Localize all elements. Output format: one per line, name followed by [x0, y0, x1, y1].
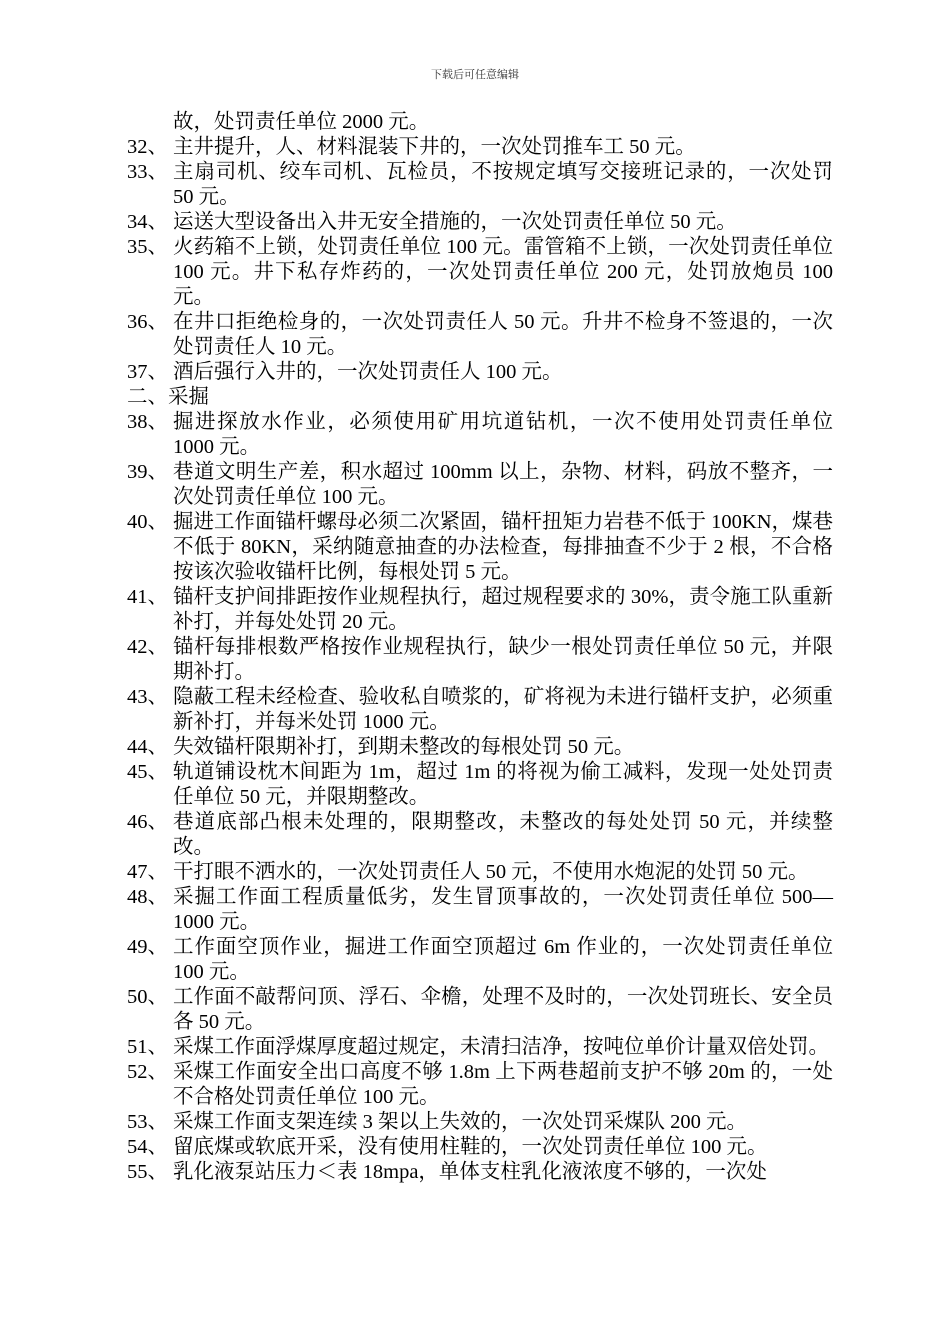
rule-text: 在井口拒绝检身的，一次处罚责任人 50 元。升井不检身不签退的，一次处罚责任人 10 元。	[173, 311, 833, 358]
rule-text: 巷道底部凸根未处理的，限期整改，未整改的每处处罚 50 元，并续整改。	[173, 811, 833, 858]
rule-text: 巷道文明生产差，积水超过 100mm 以上，杂物、材料，码放不整齐，一次处罚责任单位 100 元。	[173, 461, 833, 508]
continued-line: 故，处罚责任单位 2000 元。	[173, 111, 430, 133]
rule-item	[127, 1135, 833, 1160]
rule-text: 留底煤或软底开采，没有使用柱鞋的，一次处罚责任单位 100 元。	[173, 1136, 768, 1158]
rule-number: 54、	[127, 1136, 168, 1158]
rule-item	[127, 760, 833, 810]
rule-number: 50、	[127, 986, 168, 1008]
rule-number: 51、	[127, 1036, 168, 1058]
rule-number: 35、	[127, 236, 168, 258]
rule-item	[127, 510, 833, 585]
rule-item	[127, 860, 833, 885]
rule-number: 45、	[127, 761, 168, 783]
rule-number: 55、	[127, 1161, 168, 1183]
document-body	[127, 110, 833, 1185]
rule-text: 隐蔽工程未经检查、验收私自喷浆的，矿将视为未进行锚杆支护，必须重新补打，并每米处罚 1000 元。	[173, 686, 833, 733]
rule-number: 53、	[127, 1111, 168, 1133]
rule-number: 44、	[127, 736, 168, 758]
rule-text: 锚杆每排根数严格按作业规程执行，缺少一根处罚责任单位 50 元，并限期补打。	[173, 636, 833, 683]
rule-item	[127, 410, 833, 460]
rule-text: 乳化液泵站压力＜表 18mpa，单体支柱乳化液浓度不够的，一次处	[173, 1161, 767, 1183]
rule-text: 酒后强行入井的，一次处罚责任人 100 元。	[173, 361, 563, 383]
rule-number: 32、	[127, 136, 168, 158]
rule-item	[127, 235, 833, 310]
rule-text: 采煤工作面浮煤厚度超过规定，未清扫洁净，按吨位单价计量双倍处罚。	[173, 1036, 829, 1058]
rule-number: 38、	[127, 411, 168, 433]
rule-number: 48、	[127, 886, 168, 908]
rule-number: 37、	[127, 361, 168, 383]
rule-item	[127, 810, 833, 860]
rule-number: 42、	[127, 636, 168, 658]
rule-number: 36、	[127, 311, 168, 333]
rule-item	[127, 935, 833, 985]
rule-number: 43、	[127, 686, 168, 708]
rule-item	[127, 585, 833, 635]
page-header: 下载后可任意编辑	[431, 68, 519, 81]
rule-number: 49、	[127, 936, 168, 958]
rule-text: 火药箱不上锁，处罚责任单位 100 元。雷管箱不上锁，一次处罚责任单位 100 元。井下私存炸药的，一次处罚责任单位 200 元，处罚放炮员 100 元。	[173, 236, 833, 308]
rule-text: 锚杆支护间排距按作业规程执行，超过规程要求的 30%，责令施工队重新补打，并每处处罚 20 元。	[173, 586, 833, 633]
rule-text: 采掘工作面工程质量低劣，发生冒顶事故的，一次处罚责任单位 500—1000 元。	[173, 886, 833, 933]
rule-text: 工作面不敲帮问顶、浮石、伞檐，处理不及时的，一次处罚班长、安全员各 50 元。	[173, 986, 833, 1033]
rule-text: 掘进探放水作业，必须使用矿用坑道钻机，一次不使用处罚责任单位 1000 元。	[173, 411, 833, 458]
rule-item	[127, 460, 833, 510]
rule-item	[127, 135, 833, 160]
rule-item	[127, 735, 833, 760]
rule-text: 采煤工作面安全出口高度不够 1.8m 上下两巷超前支护不够 20m 的，一处不合格处罚责任单位 100 元。	[173, 1061, 833, 1108]
rule-text: 运送大型设备出入井无安全措施的，一次处罚责任单位 50 元。	[173, 211, 737, 233]
rule-text: 掘进工作面锚杆螺母必须二次紧固，锚杆扭矩力岩巷不低于 100KN，煤巷不低于 80KN，采纳随意抽查的办法检查，每排抽查不少于 2 根，不合格按该次验收锚杆比例，每根处罚 5 元。	[173, 511, 833, 583]
rule-item	[127, 210, 833, 235]
section-title: 二、采掘	[127, 386, 209, 408]
rule-list-a	[127, 135, 833, 385]
rule-item	[127, 1060, 833, 1110]
rule-item	[127, 1160, 833, 1185]
rule-item	[127, 635, 833, 685]
rule-item	[127, 160, 833, 210]
rule-text: 轨道铺设枕木间距为 1m，超过 1m 的将视为偷工减料，发现一处处罚责任单位 50 元，并限期整改。	[173, 761, 833, 808]
rule-number: 46、	[127, 811, 168, 833]
rule-text: 采煤工作面支架连续 3 架以上失效的，一次处罚采煤队 200 元。	[173, 1111, 747, 1133]
rule-list-b	[127, 410, 833, 1185]
rule-number: 52、	[127, 1061, 168, 1083]
rule-text: 干打眼不洒水的，一次处罚责任人 50 元，不使用水炮泥的处罚 50 元。	[173, 861, 809, 883]
rule-text: 主扇司机、绞车司机、瓦检员，不按规定填写交接班记录的，一次处罚 50 元。	[173, 161, 833, 208]
rule-item	[127, 360, 833, 385]
rule-item	[127, 985, 833, 1035]
rule-item	[127, 685, 833, 735]
rule-number: 33、	[127, 161, 168, 183]
rule-number: 47、	[127, 861, 168, 883]
rule-number: 41、	[127, 586, 168, 608]
rule-text: 主井提升，人、材料混装下井的，一次处罚推车工 50 元。	[173, 136, 696, 158]
rule-item	[127, 885, 833, 935]
rule-number: 40、	[127, 511, 168, 533]
rule-item	[127, 1110, 833, 1135]
rule-text: 失效锚杆限期补打，到期未整改的每根处罚 50 元。	[173, 736, 635, 758]
rule-item	[127, 310, 833, 360]
rule-item	[127, 1035, 833, 1060]
rule-number: 34、	[127, 211, 168, 233]
rule-number: 39、	[127, 461, 168, 483]
rule-text: 工作面空顶作业，掘进工作面空顶超过 6m 作业的，一次处罚责任单位 100 元。	[173, 936, 833, 983]
